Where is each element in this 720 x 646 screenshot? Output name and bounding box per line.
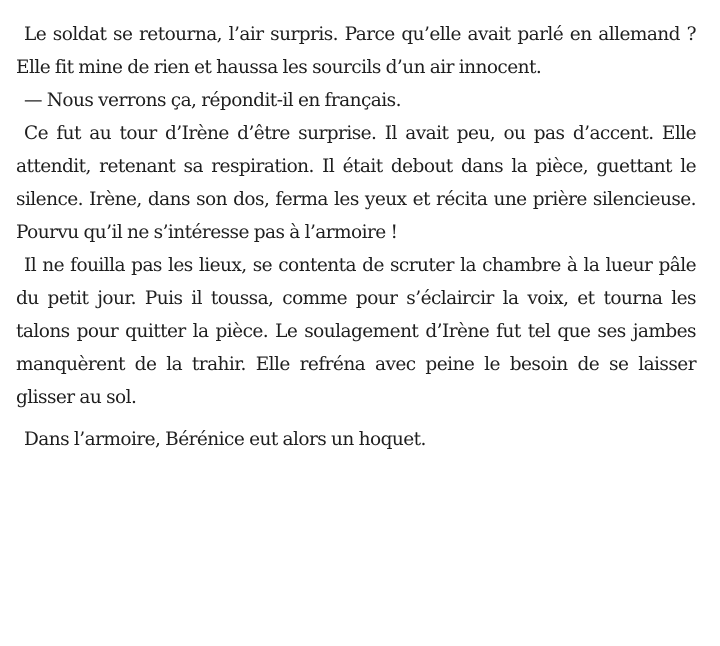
paragraph-1: Le soldat se retourna, l’air surpris. Parce qu’elle avait parlé en allemand ? Elle fit mine de rien et haussa les sourcils d’un air innocent.	[16, 24, 696, 78]
paragraph-3: Ce fut au tour d’Irène d’être surprise. Il avait peu, ou pas d’accent. Elle attendit, retenant sa respiration. Il était debout dans la pièce, guettant le silence. Irène, dans son dos, ferma les yeux et récita une prière silencieuse. Pourvu qu’il ne s’intéresse pas à l’armoire !	[16, 123, 696, 243]
paragraph-2: — Nous verrons ça, répondit-il en français.	[24, 90, 401, 111]
paragraph-4: Il ne fouilla pas les lieux, se contenta de scruter la chambre à la lueur pâle du petit jour. Puis il toussa, comme pour s’éclaircir la voix, et tourna les talons pour quitter la pièce. Le soulagement d’Irène fut tel que ses jambes manquèrent de la trahir. Elle refréna avec peine le besoin de se laisser glisser au sol.	[16, 255, 696, 408]
paragraph-5: Dans l’armoire, Bérénice eut alors un hoquet.	[24, 429, 426, 450]
